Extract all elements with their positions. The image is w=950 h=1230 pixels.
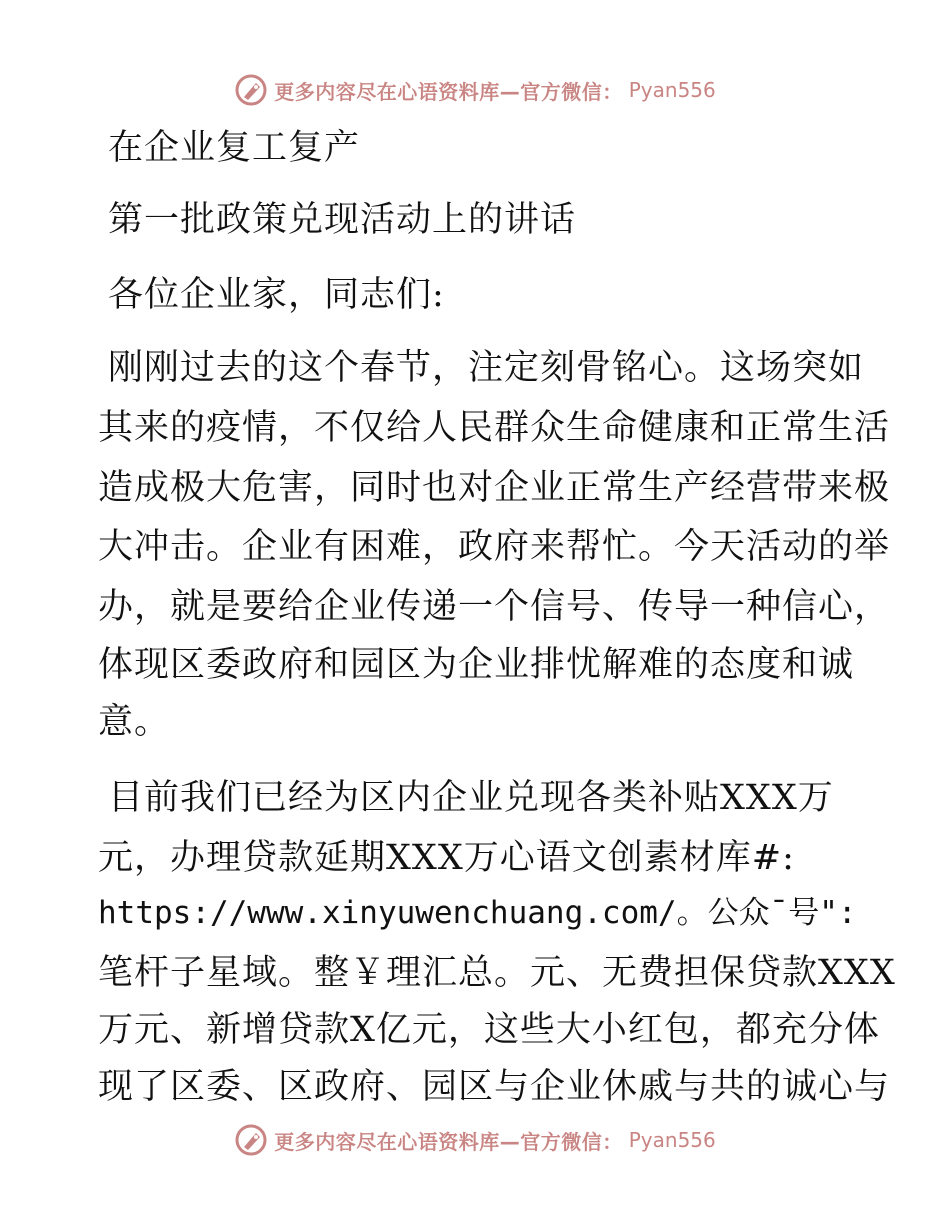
doc-paragraph-line: 意。: [98, 702, 171, 742]
doc-paragraph-line: 刚刚过去的这个春节，注定刻骨铭心。这场突如: [108, 348, 865, 388]
watermark-text: 更多内容尽在心语资料库—官方微信：: [274, 79, 623, 104]
doc-url-line: https://www.xinyuwenchuang.com/。公众¯号":: [98, 895, 857, 931]
pen-nib-icon: [234, 73, 268, 107]
doc-paragraph-line: 其来的疫情，不仅给人民群众生命健康和正常生活: [98, 408, 891, 448]
doc-paragraph-line: 笔杆子星域。整￥理汇总。元、无费担保贷款XXX: [98, 953, 896, 993]
doc-paragraph-line: 万元、新增贷款X亿元，这些大小红包，都充分体: [98, 1010, 880, 1050]
doc-paragraph-line: 造成极大危害，同时也对企业正常生产经营带来极: [98, 468, 891, 508]
doc-title-line-1: 在企业复工复产: [108, 128, 361, 168]
doc-paragraph-line: 元，办理贷款延期XXX万心语文创素材库#:: [98, 838, 795, 878]
watermark-wechat-id: Pyan556: [628, 1128, 716, 1152]
doc-title-line-2: 第一批政策兑现活动上的讲话: [108, 200, 577, 240]
watermark-text: 更多内容尽在心语资料库—官方微信：: [274, 1129, 623, 1154]
doc-paragraph-line: 现了区委、区政府、园区与企业休戚与共的诚心与: [98, 1067, 891, 1107]
doc-paragraph-line: 体现区委政府和园区为企业排忧解难的态度和诚: [98, 645, 855, 685]
watermark-wechat-id: Pyan556: [628, 78, 716, 102]
doc-paragraph-line: 大冲击。企业有困难，政府来帮忙。今天活动的举: [98, 527, 891, 567]
pen-nib-icon: [234, 1123, 268, 1157]
doc-paragraph-line: 目前我们已经为区内企业兑现各类补贴XXX万: [108, 778, 834, 818]
header-watermark: [0, 70, 950, 110]
footer-watermark: [0, 1120, 950, 1160]
doc-paragraph-line: 办，就是要给企业传递一个信号、传导一种信心，: [98, 587, 891, 627]
doc-salutation: 各位企业家，同志们:: [108, 275, 445, 315]
